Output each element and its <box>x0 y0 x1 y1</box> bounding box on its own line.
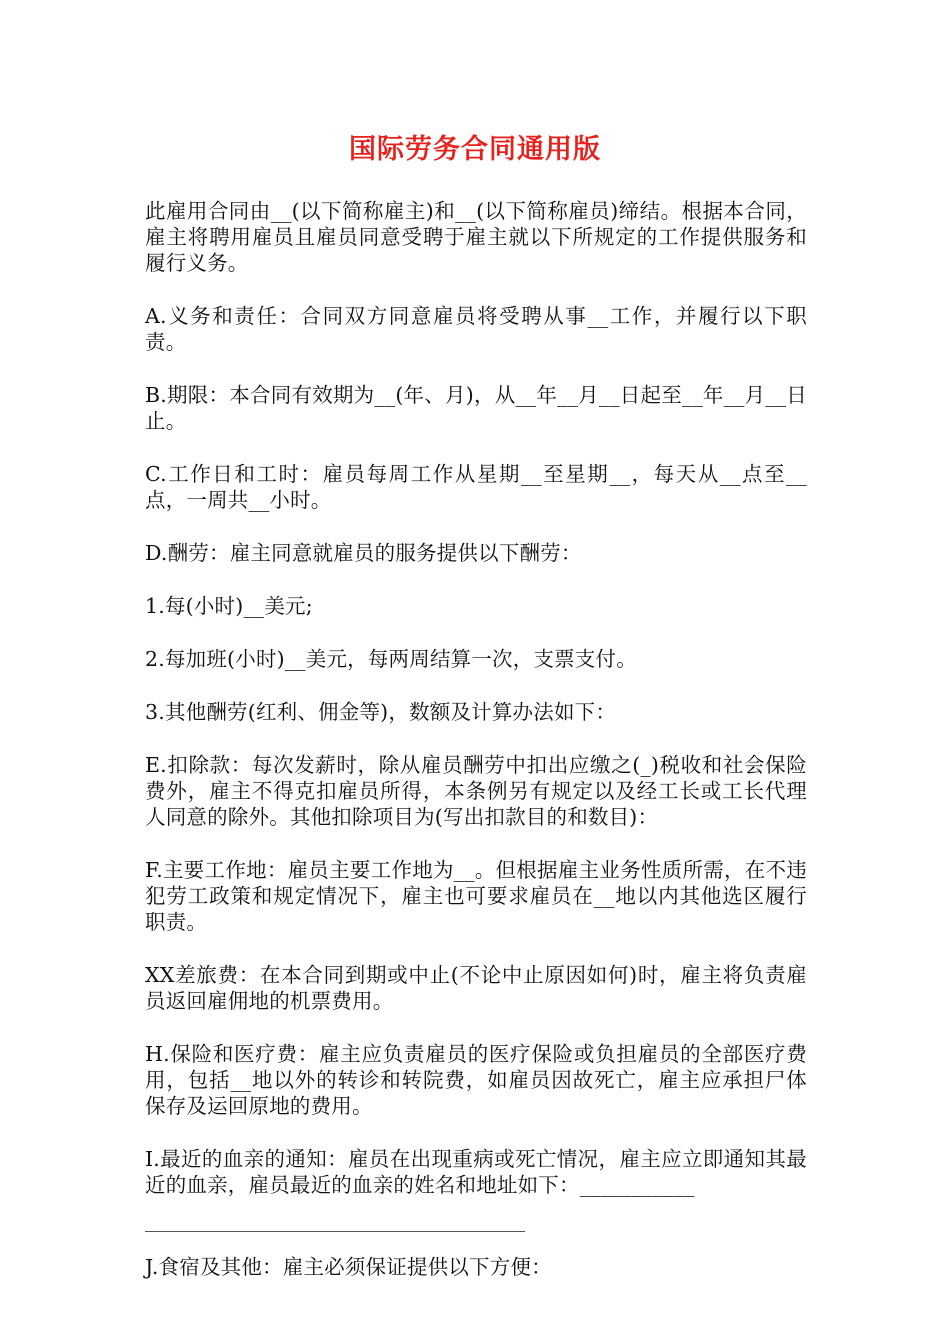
remuneration-item-3: 3.其他酬劳(红利、佣金等)，数额及计算办法如下： <box>145 700 617 724</box>
fill-in-line <box>145 1203 525 1232</box>
remuneration-item-2: 2.每加班(小时)__美元，每两周结算一次，支票支付。 <box>145 647 637 671</box>
clause-i-next-of-kin: I.最近的血亲的通知：雇员在出现重病或死亡情况，雇主应立即通知其最近的血亲，雇员最近的血亲的姓名和地址如下：___________ <box>145 1147 807 1197</box>
clause-c-working-hours: C.工作日和工时：雇员每周工作从星期__至星期__，每天从__点至__点，一周共__小时。 <box>145 462 807 512</box>
clause-g-travel: XX差旅费：在本合同到期或中止(不论中止原因如何)时，雇主将负责雇员返回雇佣地的机票费用。 <box>145 963 807 1013</box>
remuneration-item-1: 1.每(小时)__美元; <box>145 594 313 618</box>
clause-h-insurance: H.保险和医疗费：雇主应负责雇员的医疗保险或负担雇员的全部医疗费用，包括__地以外的转诊和转院费，如雇员因故死亡，雇主应承担尸体保存及运回原地的费用。 <box>145 1042 807 1118</box>
clause-j-accommodation: J.食宿及其他：雇主必须保证提供以下方便： <box>145 1255 552 1279</box>
clause-a-duties: A.义务和责任：合同双方同意雇员将受聘从事__工作，并履行以下职责。 <box>145 304 807 354</box>
document-body <box>145 198 807 1307</box>
clause-f-workplace: F.主要工作地：雇员主要工作地为__。但根据雇主业务性质所需，在不违犯劳工政策和规定情况下，雇主也可要求雇员在__地以内其他选区履行职责。 <box>145 858 807 934</box>
document-title: 国际劳务合同通用版 <box>349 134 601 165</box>
intro-paragraph: 此雇用合同由__(以下简称雇主)和__(以下简称雇员)缔结。根据本合同，雇主将聘用雇员且雇员同意受聘于雇主就以下所规定的工作提供服务和履行义务。 <box>145 199 807 275</box>
clause-e-deductions: E.扣除款：每次发薪时，除从雇员酬劳中扣出应缴之(_)税收和社会保险费外，雇主不得克扣雇员所得，本条例另有规定以及经工长或工长代理人同意的除外。其他扣除项目为(写出扣款目的和数目)： <box>145 753 807 829</box>
clause-d-remuneration: D.酬劳：雇主同意就雇员的服务提供以下酬劳： <box>145 541 582 565</box>
clause-b-term: B.期限：本合同有效期为__(年、月)，从__年__月__日起至__年__月__日止。 <box>145 383 807 433</box>
